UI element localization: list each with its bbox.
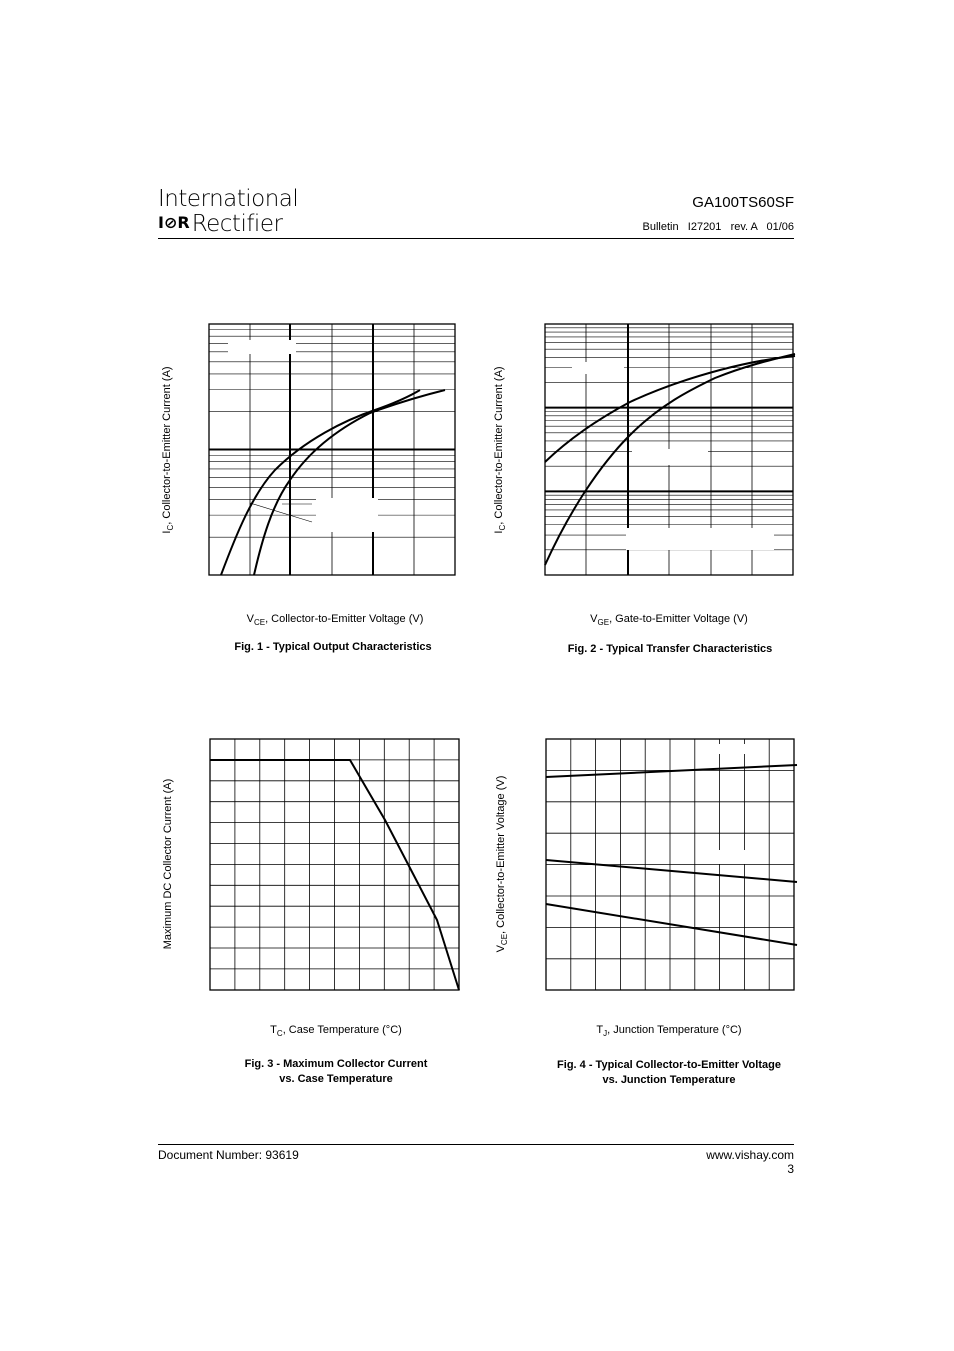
fig4-caption: Fig. 4 - Typical Collector-to-Emitter Voltage vs. Junction Temperature	[557, 1059, 781, 1086]
fig4-xlabel: $T_J$, Junction Temperature (°C)	[596, 1024, 742, 1039]
fig1-annotation-blank	[316, 498, 378, 532]
header-rule	[158, 238, 794, 239]
fig1-xlabel: $V_{CE}$, Collector-to-Emitter Voltage (V)	[246, 613, 424, 628]
fig3-frame	[210, 739, 459, 990]
fig2-caption: Fig. 2 - Typical Transfer Characteristics	[567, 643, 773, 655]
fig3-xlabel: $T_C$, Case Temperature (°C)	[270, 1024, 402, 1039]
fig2-curve-a	[545, 356, 795, 462]
logo-rectifier-text: Rectifier	[191, 211, 283, 237]
fig4-line-middle	[546, 860, 797, 882]
part-number: GA100TS60SF	[692, 194, 794, 211]
fig1-ylabel: $I_C$, Collector-to-Emitter Current (A)	[160, 366, 176, 534]
logo-rectifier	[158, 211, 282, 237]
fig4-line-bottom	[546, 904, 797, 945]
fig4-grid	[546, 739, 794, 990]
fig4-legend-blank-mid	[698, 850, 748, 864]
fig1-leader-a	[250, 503, 312, 522]
page-number: 3	[787, 1162, 794, 1176]
fig2-xlabel: $V_{GE}$, Gate-to-Emitter Voltage (V)	[590, 613, 748, 628]
fig4-line-top	[546, 765, 797, 777]
fig4-legend-blank-top	[698, 744, 748, 754]
fig3-ylabel: Maximum DC Collector Current (A)	[162, 778, 174, 950]
fig1-legend-blank	[228, 340, 296, 354]
fig4-ylabel: $V_{CE}$, Collector-to-Emitter Voltage (V)	[494, 775, 510, 953]
fig3-caption: Fig. 3 - Maximum Collector Current vs. Case Temperature	[244, 1058, 428, 1085]
document-number: Document Number: 93619	[158, 1148, 299, 1162]
fig2-legend-blank	[572, 362, 624, 374]
fig2-annotation-blank	[626, 528, 774, 550]
footer-rule	[158, 1144, 794, 1145]
fig2-frame	[545, 324, 793, 575]
fig2-grid	[545, 324, 793, 575]
fig1-grid	[209, 324, 455, 575]
fig1-caption: Fig. 1 - Typical Output Characteristics	[234, 641, 432, 653]
fig3-grid	[210, 739, 459, 990]
fig4-frame	[546, 739, 794, 990]
bulletin-info: Bulletin I27201 rev. A 01/06	[642, 221, 794, 233]
fig1-curve-a	[221, 390, 420, 575]
fig1-frame	[209, 324, 455, 575]
fig3-derating-curve	[210, 760, 459, 990]
ior-logo-mark: I⊘R	[158, 213, 190, 232]
fig2-curve-b	[545, 354, 795, 565]
logo-international: International	[158, 186, 299, 212]
fig2-mid-blank	[632, 449, 708, 465]
website-link[interactable]: www.vishay.com	[706, 1148, 794, 1162]
fig2-ylabel: $I_C$, Collector-to-Emitter Current (A)	[492, 366, 508, 534]
fig1-curve-b	[254, 390, 445, 575]
